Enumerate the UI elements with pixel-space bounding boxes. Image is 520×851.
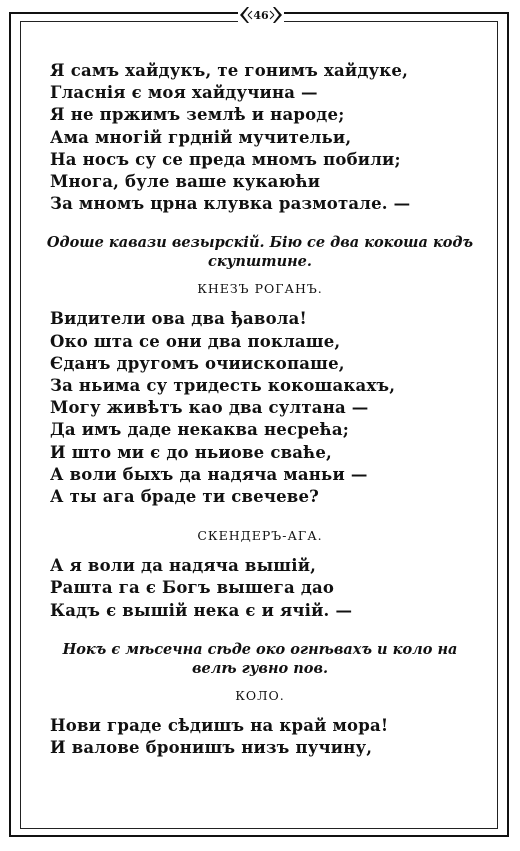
speaker-name: СКЕНДЕРЪ-АГА. [197,528,323,544]
verse-line: А ты ага браде ти свечеве? [50,487,320,507]
verse-line: Рашта га є Богъ вышега дао [50,578,335,598]
verse-line: На носъ су се преда мномъ побили; [50,149,401,169]
verse-block [40,715,480,759]
verse-line: А я воли да надяча вышій, [50,556,317,576]
verse-line: За мномъ црна клувка размотале. — [50,194,411,214]
verse-line: А воли быхъ да надяча маньи — [50,464,368,484]
stage-direction [40,233,480,271]
verse-line: Многа, буле ваше кукаюћи [50,172,321,192]
stage-direction-line: Нокъ є мѣсечна сѣде око огнѣвахъ и коло на [62,640,458,658]
verse-line: Кадъ є вышій нека є и ячій. — [50,600,353,620]
speaker-name: КНЕЗЪ РОГАНЪ. [197,281,323,297]
verse-line: Я самъ хайдукъ, те гонимъ хайдуке, [50,61,409,80]
speaker-name: КОЛО. [235,687,285,703]
verse-line: И валове бронишъ низъ пучину, [50,738,373,758]
stage-direction-line: велѣ гувно пов. [191,659,329,677]
stage-direction-line: скупштине. [208,253,312,271]
stage-direction [40,640,480,678]
page-content [40,60,480,759]
verse-line: Да имъ даде некаква несрећа; [50,420,350,440]
verse-line: Могу живѣтъ као два султана — [50,398,369,418]
verse-line: Я не пржимъ землѣ и народе; [50,105,345,125]
stage-direction-line: Одоше кавази везырскій. Бію се два кокоша кодъ [46,234,474,252]
verse-block [40,60,480,215]
verse-line: За ньима су тридесть кокошакахъ, [50,376,396,396]
verse-line: Гласнія є моя хайдучина — [50,83,318,103]
page-number: 46 [253,8,269,22]
verse-block [40,555,480,622]
verse-block [40,308,480,508]
verse-line: Ама многій грдній мучительи, [50,127,352,147]
verse-line: Око шта се они два поклаше, [50,331,341,351]
page-number-ornament [238,2,284,28]
verse-line: Нови граде сѣдишъ на край мора! [50,715,389,735]
verse-line: И што ми є до ньиове сваће, [50,442,332,462]
verse-line: Видители ова два ђавола! [50,309,307,329]
verse-line: Єданъ другомъ очиископаше, [50,353,345,373]
